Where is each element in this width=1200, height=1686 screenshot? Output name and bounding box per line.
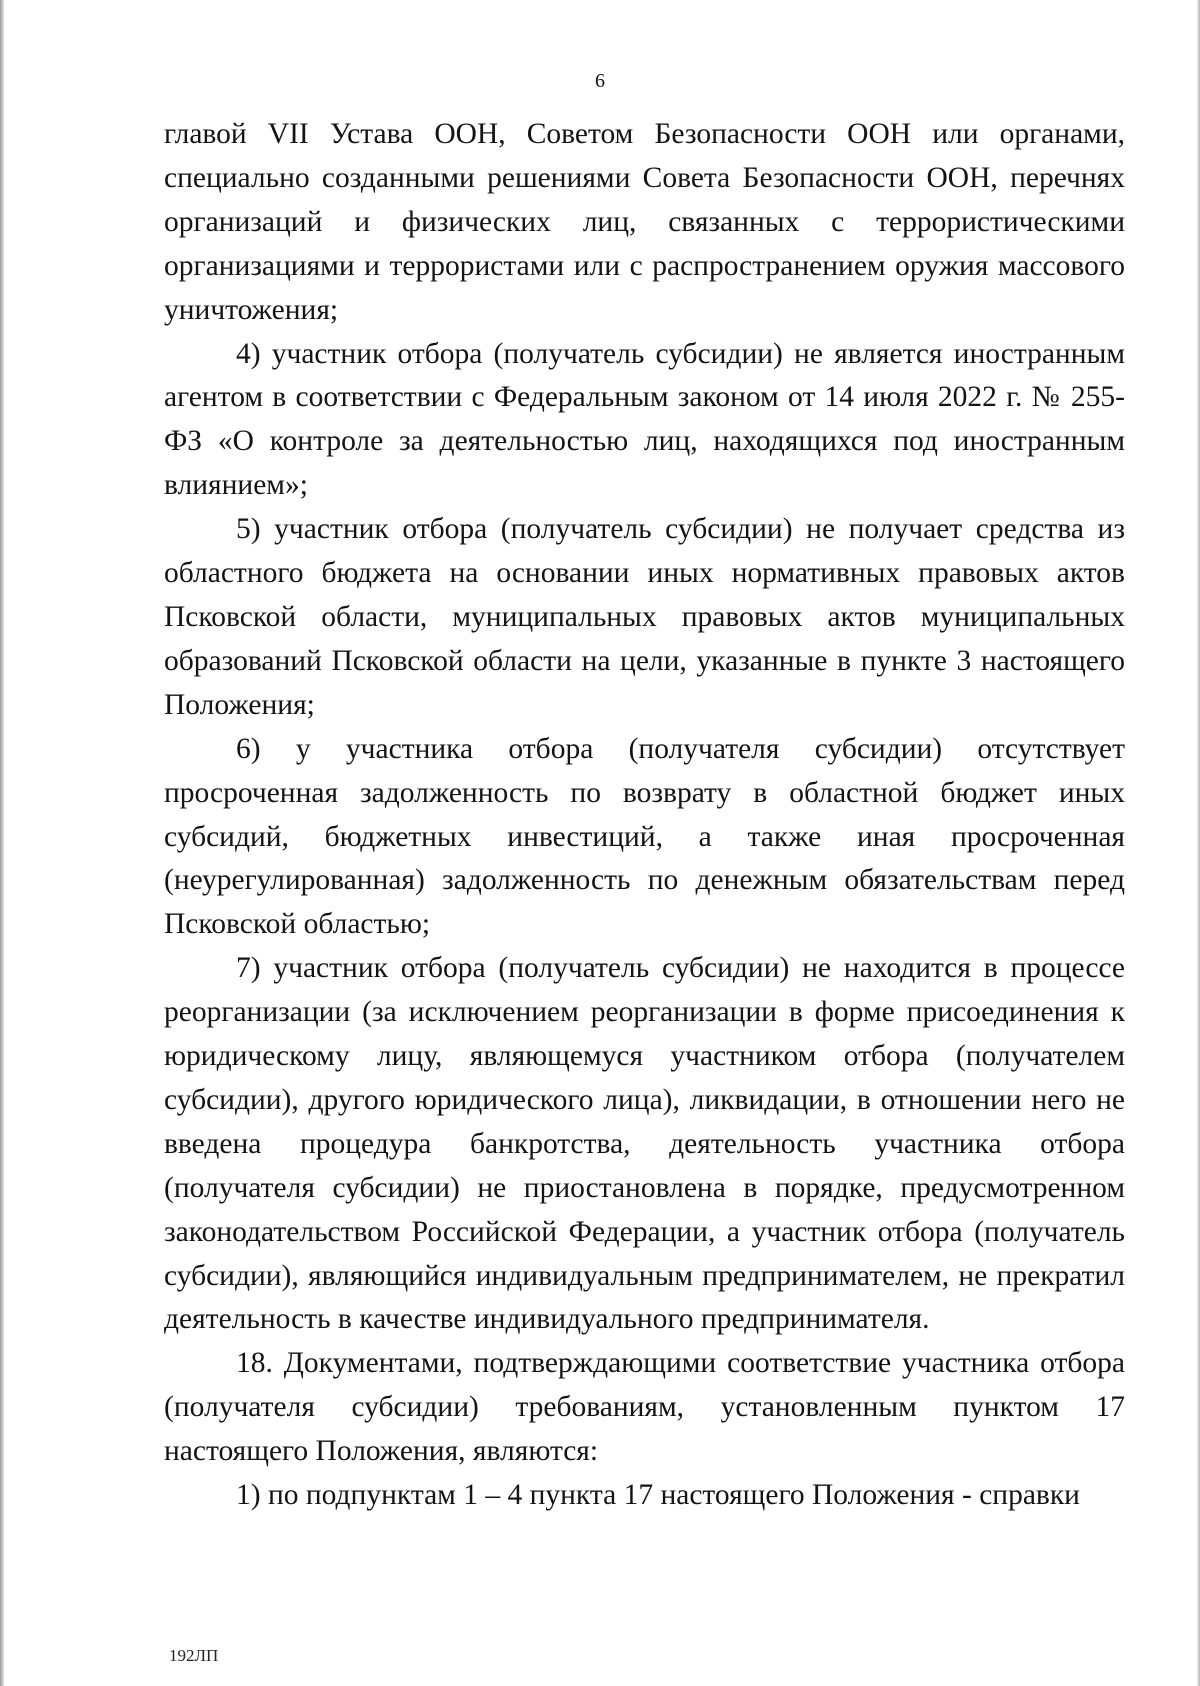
document-code: 192ЛП — [169, 1646, 219, 1665]
paragraph-item-5: 5) участник отбора (получатель субсидии) не получает средства из областного бюджета на основании иных нормативных правовых актов Псковской области, муниципальных правовых актов муниципальных образований Псковской области на цели, указанные в пункте 3 настоящего Положения; — [164, 513, 1125, 721]
paragraph-item-6: 6) у участника отбора (получателя субсидии) отсутствует просроченная задолженность по возврату в областной бюджет иных субсидий, бюджетных инвестиций, а также иная просроченная (неурегулированная) задолженность по денежным обязательствам перед Псковской областью; — [164, 732, 1125, 941]
paragraph-clause-18-item-1: 1) по подпунктам 1 – 4 пункта 17 настоящего Положения - справки — [236, 1479, 1080, 1512]
paragraph-continuation: главой VII Устава ООН, Советом Безопасности ООН или органами, специально созданными решениями Совета Безопасности ООН, перечнях организаций и физических лиц, связанных с террористическими организациями и террористами или с распространением оружия массового уничтожения; — [164, 118, 1125, 326]
page-number: 6 — [595, 70, 605, 92]
scan-edge-left — [0, 0, 4, 1686]
paragraph-clause-18: 18. Документами, подтверждающими соответствие участника отбора (получателя субсидии) требованиям, установленным пунктом 17 настоящего Положения, являются: — [164, 1347, 1125, 1468]
paragraph-item-7: 7) участник отбора (получатель субсидии) не находится в процессе реорганизации (за исключением реорганизации в форме присоединения к юридическому лицу, являющемуся участником отбора (получателем субсидии), другого юридического лица), ликвидации, в отношении него не введена процедура банкротства, деятельность участника отбора (получателя субсидии) не приостановлена в порядке, предусмотренном законодательством Российской Федерации, а участник отбора (получатель субсидии), являющийся индивидуальным предпринимателем, не прекратил деятельность в качестве индивидуального предпринимателя. — [164, 952, 1125, 1336]
document-body — [164, 113, 1125, 1518]
paragraph-item-4: 4) участник отбора (получатель субсидии) не является иностранным агентом в соответствии с Федеральным законом от 14 июля 2022 г. № 255-ФЗ «О контроле за деятельностью лиц, находящихся под иностранным влиянием»; — [164, 337, 1125, 502]
